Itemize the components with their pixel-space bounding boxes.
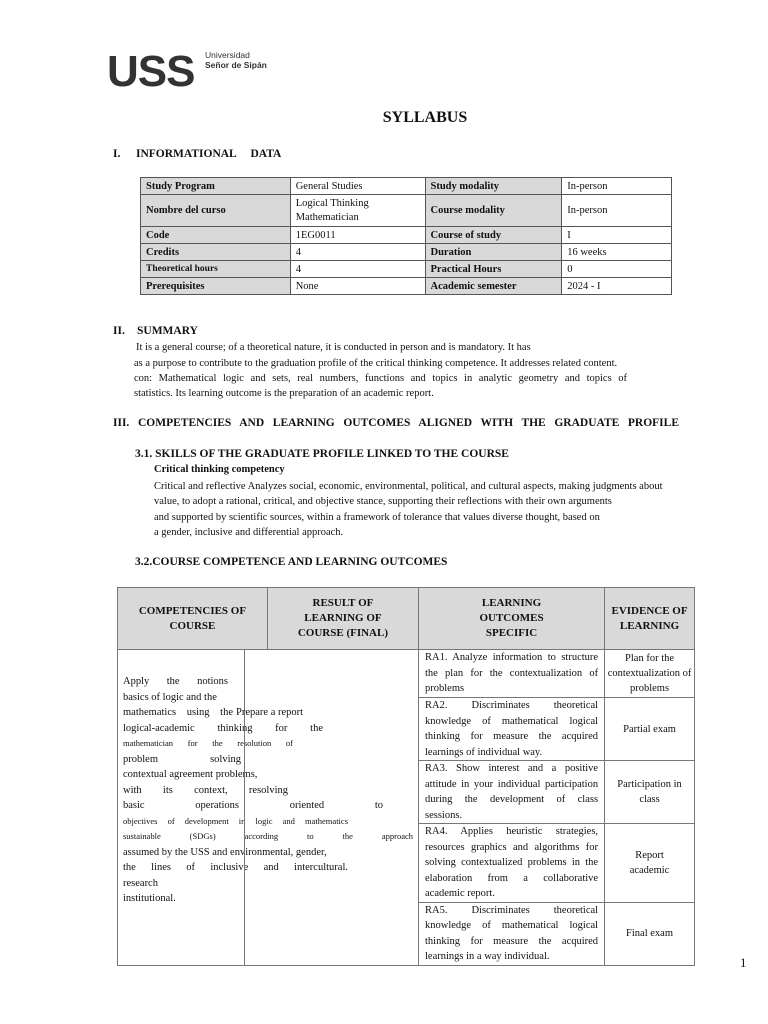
- learning-outcome-cell: RA1. Analyze information to structure the plan for the contextualization of problems: [419, 650, 605, 698]
- section-3-title: COMPETENCIES AND LEARNING OUTCOMES ALIGNED WITH THE GRADUATE PROFILE: [138, 417, 679, 429]
- info-value: 1EG0011: [290, 227, 425, 244]
- competency-text-line: institutional.: [123, 893, 176, 904]
- competency-text-line: research: [123, 877, 158, 889]
- competency-text-line: contextual agreement problems,: [123, 769, 258, 780]
- info-value: In-person: [562, 195, 672, 227]
- info-value: Logical Thinking Mathematician: [290, 195, 425, 227]
- table-row: [141, 227, 672, 244]
- info-label: Study Program: [141, 178, 291, 195]
- subsection-3-1-title: 3.1. SKILLS OF THE GRADUATE PROFILE LINKED TO THE COURSE: [135, 448, 509, 460]
- info-label: Practical Hours: [425, 261, 562, 278]
- evidence-cell: Participation in class: [605, 761, 695, 824]
- informational-data-table: [140, 177, 672, 295]
- section-1-number: I.: [113, 148, 121, 160]
- section-1-title: INFORMATIONAL DATA: [136, 148, 282, 160]
- page-number: 1: [740, 955, 747, 970]
- page-title: SYLLABUS: [382, 109, 468, 126]
- info-value: 16 weeks: [562, 244, 672, 261]
- info-value: General Studies: [290, 178, 425, 195]
- learning-outcome-cell: RA5. Discriminates theoretical knowledge of mathematical logical thinking for measure the acquired learnings in a way individual.: [419, 902, 605, 965]
- competency-text-line: basics of logic and the: [123, 691, 217, 703]
- competency-text-line: basic operations oriented to: [123, 800, 383, 811]
- info-value: 2024 - I: [562, 278, 672, 295]
- learning-outcome-cell: RA4. Applies heuristic strategies, resources graphics and algorithms for solving contextualized problems in the elaboration from a collaborative academic report.: [419, 824, 605, 903]
- competency-text-line: objectives of development in logic and mathematics: [123, 815, 348, 826]
- summary-line: con: Mathematical logic and sets, real numbers, functions and topics in analytic geometry and topics of: [134, 373, 627, 384]
- info-label: Code: [141, 227, 291, 244]
- info-label: Academic semester: [425, 278, 562, 295]
- logo-text: [205, 50, 267, 70]
- subsection-3-2-title: 3.2.COURSE COMPETENCE AND LEARNING OUTCOMES: [135, 556, 448, 568]
- competency-text-line: assumed by the USS and environmental, gender,: [123, 846, 327, 858]
- evidence-cell: Report academic: [605, 824, 695, 903]
- competency-text-line: the lines of inclusive and intercultural.: [123, 862, 348, 873]
- info-value: None: [290, 278, 425, 295]
- info-value: In-person: [562, 178, 672, 195]
- learning-outcome-cell: RA2. Discriminates theoretical knowledge of mathematical logical thinking for measure the acquired learnings of individual way.: [419, 698, 605, 761]
- col-header-evidence: EVIDENCE OF LEARNING: [605, 588, 695, 650]
- final-result-text: Prepare a report: [236, 707, 304, 718]
- info-value: 0: [562, 261, 672, 278]
- logo-line2: Señor de Sipán: [205, 60, 267, 70]
- competency-text-line: mathematics using the: [123, 707, 233, 718]
- competency-text-line: Apply the notions: [123, 676, 228, 687]
- info-label: Nombre del curso: [141, 195, 291, 227]
- info-label: Prerequisites: [141, 278, 291, 295]
- competency-text-line: mathematician for the resolution of: [123, 738, 293, 748]
- section-3-number: III.: [113, 417, 130, 429]
- section-2-number: II.: [113, 325, 125, 337]
- info-label: Theoretical hours: [141, 261, 291, 278]
- evidence-cell: Plan for the contextualization of problems: [605, 650, 695, 698]
- learning-outcome-cell: RA3. Show interest and a positive attitude in your individual participation during the development of class sessions.: [419, 761, 605, 824]
- col-header-specific-outcomes: LEARNING OUTCOMES SPECIFIC: [419, 588, 605, 650]
- summary-line: It is a general course; of a theoretical nature, it is conducted in person and is mandatory. It has: [136, 342, 531, 353]
- table-row: [141, 261, 672, 278]
- col-header-final-result: RESULT OF LEARNING OF COURSE (FINAL): [267, 588, 418, 650]
- info-label: Course modality: [425, 195, 562, 227]
- competency-line: a gender, inclusive and differential approach.: [154, 527, 344, 538]
- table-row: [141, 178, 672, 195]
- competency-text-line: sustainable (SDGs) according to the approach: [123, 831, 413, 841]
- evidence-cell: Final exam: [605, 902, 695, 965]
- section-2-title: SUMMARY: [137, 325, 198, 337]
- table-row: [141, 278, 672, 295]
- info-label: Credits: [141, 244, 291, 261]
- competency-line: value, to adopt a rational, critical, and objective stance, supporting their reflections with their own arguments: [154, 496, 612, 507]
- competency-line: and supported by scientific sources, within a framework of tolerance that values diverse thought, based on: [154, 512, 600, 523]
- info-value: 4: [290, 261, 425, 278]
- info-label: Study modality: [425, 178, 562, 195]
- summary-line: statistics. Its learning outcome is the preparation of an academic report.: [134, 388, 434, 399]
- competency-line: Critical and reflective Analyzes social, economic, environmental, political, and cultural aspects, making judgments about: [154, 481, 663, 492]
- col-header-competencies: COMPETENCIES OF COURSE: [118, 588, 268, 650]
- logo-mark: USS: [107, 47, 195, 96]
- uss-logo: [107, 47, 277, 96]
- competency-name: Critical thinking competency: [154, 464, 285, 475]
- course-competence-table: [117, 587, 695, 966]
- info-value: I: [562, 227, 672, 244]
- logo-line1: Universidad: [205, 50, 250, 60]
- table-row: [141, 244, 672, 261]
- competency-cell: [118, 650, 419, 966]
- competency-text-line: problem solving: [123, 753, 241, 765]
- table-row: [118, 650, 695, 698]
- evidence-cell: Partial exam: [605, 698, 695, 761]
- info-value: 4: [290, 244, 425, 261]
- competency-text-line: with its context, resolving: [123, 784, 288, 796]
- competency-text-line: logical-academic thinking for the: [123, 722, 323, 734]
- info-label: Duration: [425, 244, 562, 261]
- summary-line: as a purpose to contribute to the graduation profile of the critical thinking competence. It addresses related content.: [134, 358, 618, 369]
- table-header-row: [118, 588, 695, 650]
- info-label: Course of study: [425, 227, 562, 244]
- table-row: [141, 195, 672, 227]
